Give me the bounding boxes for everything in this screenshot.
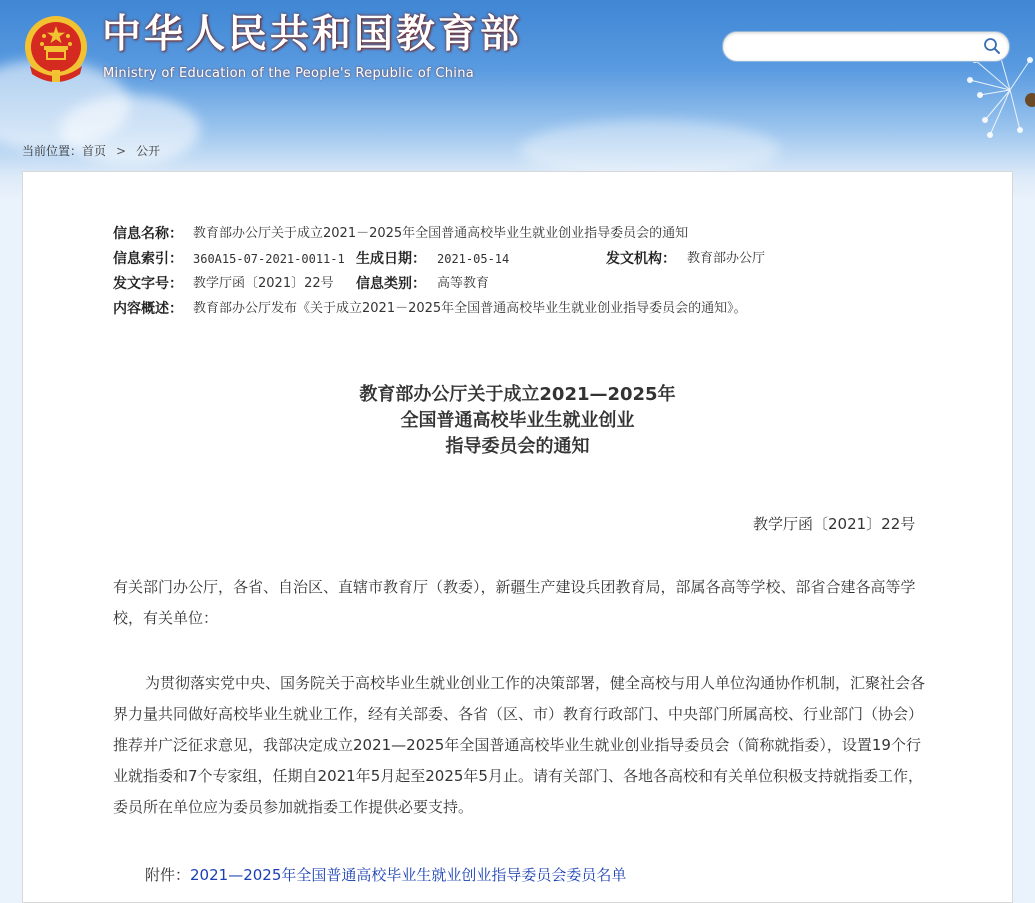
meta-date-label: 生成日期：: [356, 251, 426, 267]
breadcrumb-separator: >: [116, 144, 127, 158]
meta-name-value: 教育部办公厅关于成立2021－2025年全国普通高校毕业生就业创业指导委员会的通知: [193, 226, 689, 241]
salutation-paragraph: 有关部门办公厅，各省、自治区、直辖市教育厅（教委），新疆生产建设兵团教育局，部属各高等学校、部省合建各高等学校，有关单位：: [113, 578, 916, 627]
meta-index-value: 360A15-07-2021-0011-1: [193, 252, 345, 266]
meta-name-label: 信息名称：: [113, 226, 183, 242]
meta-index-label: 信息索引：: [113, 251, 183, 267]
breadcrumb-home-link[interactable]: 首页: [82, 144, 107, 158]
meta-org-value: 教育部办公厅: [687, 251, 766, 266]
search-icon[interactable]: [983, 37, 1001, 55]
search-input[interactable]: [735, 36, 979, 58]
attachment-label: 附件：: [145, 866, 191, 884]
attachment-line: [113, 860, 925, 891]
document-title-line: 全国普通高校毕业生就业创业: [400, 410, 635, 431]
document-title-line: 教育部办公厅关于成立2021—2025年: [359, 384, 676, 405]
search-box[interactable]: [722, 31, 1010, 62]
meta-summary-label: 内容概述：: [113, 301, 183, 317]
breadcrumb-prefix: 当前位置：: [22, 144, 83, 158]
meta-category-label: 信息类别：: [356, 276, 426, 292]
breadcrumb: [22, 143, 160, 159]
meta-summary-value: 教育部办公厅发布《关于成立2021－2025年全国普通高校毕业生就业创业指导委员会的通知》。: [193, 301, 747, 316]
body-paragraph: 为贯彻落实党中央、国务院关于高校毕业生就业创业工作的决策部署，健全高校与用人单位沟通协作机制，汇聚社会各界力量共同做好高校毕业生就业工作，经有关部委、各省（区、市）教育行政部门、中央部门所属高校、行业部门（协会）推荐并广泛征求意见，我部决定成立2021—2025年全国普通高校毕业生就业创业指导委员会（简称就指委），设置19个行业就指委和7个专家组，任期自2021年5月起至2025年5月止。请有关部门、各地各高校和有关单位积极支持就指委工作，委员所在单位应为委员参加就指委工作提供必要支持。: [113, 674, 926, 816]
meta-date-value: 2021-05-14: [437, 252, 510, 266]
meta-docno-value: 教学厅函〔2021〕22号: [193, 276, 334, 291]
national-emblem-icon: [22, 14, 90, 84]
site-subtitle-english: Ministry of Education of the People's Republic of China: [103, 66, 475, 81]
site-title[interactable]: 中华人民共和国教育部: [102, 12, 523, 57]
document-number: 教学厅函〔2021〕22号: [753, 515, 916, 533]
document-title-line: 指导委员会的通知: [445, 436, 590, 457]
attachment-link[interactable]: 2021—2025年全国普通高校毕业生就业创业指导委员会委员名单: [190, 866, 627, 884]
dandelion-decoration: [880, 0, 1035, 150]
meta-category-value: 高等教育: [437, 276, 490, 291]
header-banner: [0, 0, 1035, 200]
meta-org-label: 发文机构：: [606, 251, 676, 267]
meta-docno-label: 发文字号：: [113, 276, 183, 292]
article-panel: [22, 171, 1013, 903]
document-title: [23, 382, 1012, 460]
breadcrumb-current-link[interactable]: 公开: [136, 144, 161, 158]
